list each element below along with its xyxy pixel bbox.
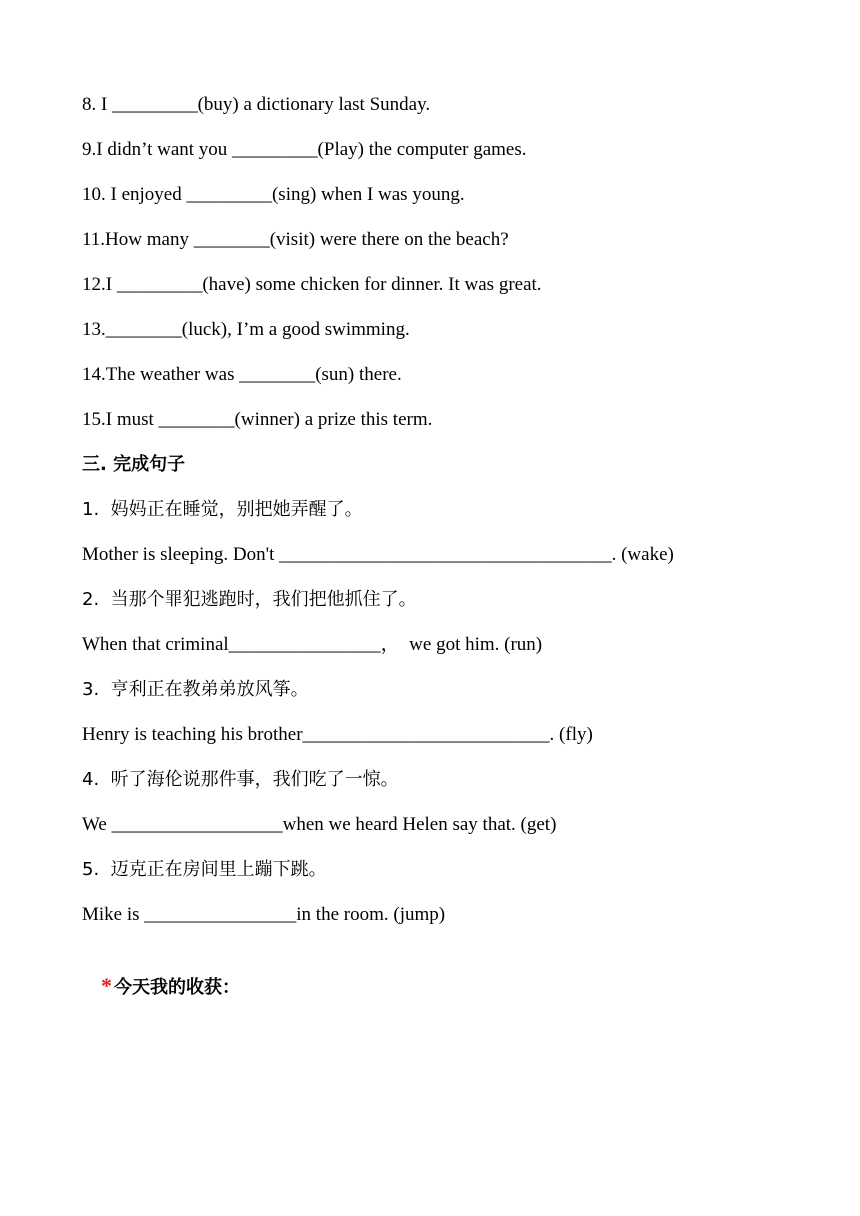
section-heading: 三. 完成句子 xyxy=(82,454,186,475)
sentence-1-chinese: 1. 妈妈正在睡觉，别把她弄醒了。 xyxy=(82,499,363,520)
todays-gains-label: 今天我的收获： xyxy=(114,977,240,998)
sentence-5-english: Mike is ________________in the room. (jump) xyxy=(82,904,446,925)
star-icon: * xyxy=(101,973,112,998)
exercise-item-14: 14.The weather was ________(sun) there. xyxy=(82,364,402,385)
sentence-3-chinese: 3. 亨利正在教弟弟放风筝。 xyxy=(82,679,309,700)
todays-gains-row xyxy=(82,950,240,1024)
exercise-item-9: 9.I didn’t want you _________(Play) the computer games. xyxy=(82,139,527,160)
sentence-1-english: Mother is sleeping. Don't ___________________________________. (wake) xyxy=(82,544,674,565)
exercise-item-15: 15.I must ________(winner) a prize this term. xyxy=(82,409,433,430)
sentence-5-chinese: 5. 迈克正在房间里上蹦下跳。 xyxy=(82,859,327,880)
exercise-item-10: 10. I enjoyed _________(sing) when I was young. xyxy=(82,184,465,205)
exercise-item-11: 11.How many ________(visit) were there on the beach? xyxy=(82,229,509,250)
exercise-item-12: 12.I _________(have) some chicken for dinner. It was great. xyxy=(82,274,542,295)
exercise-item-8: 8. I _________(buy) a dictionary last Sunday. xyxy=(82,94,431,115)
sentence-4-chinese: 4. 听了海伦说那件事，我们吃了一惊。 xyxy=(82,769,399,790)
exercise-item-13: 13.________(luck), I’m a good swimming. xyxy=(82,319,410,340)
sentence-2-chinese: 2. 当那个罪犯逃跑时，我们把他抓住了。 xyxy=(82,589,417,610)
sentence-4-english: We __________________when we heard Helen say that. (get) xyxy=(82,814,557,835)
sentence-2-english: When that criminal________________， we got him. (run) xyxy=(82,634,543,655)
sentence-3-english: Henry is teaching his brother__________________________. (fly) xyxy=(82,724,593,745)
